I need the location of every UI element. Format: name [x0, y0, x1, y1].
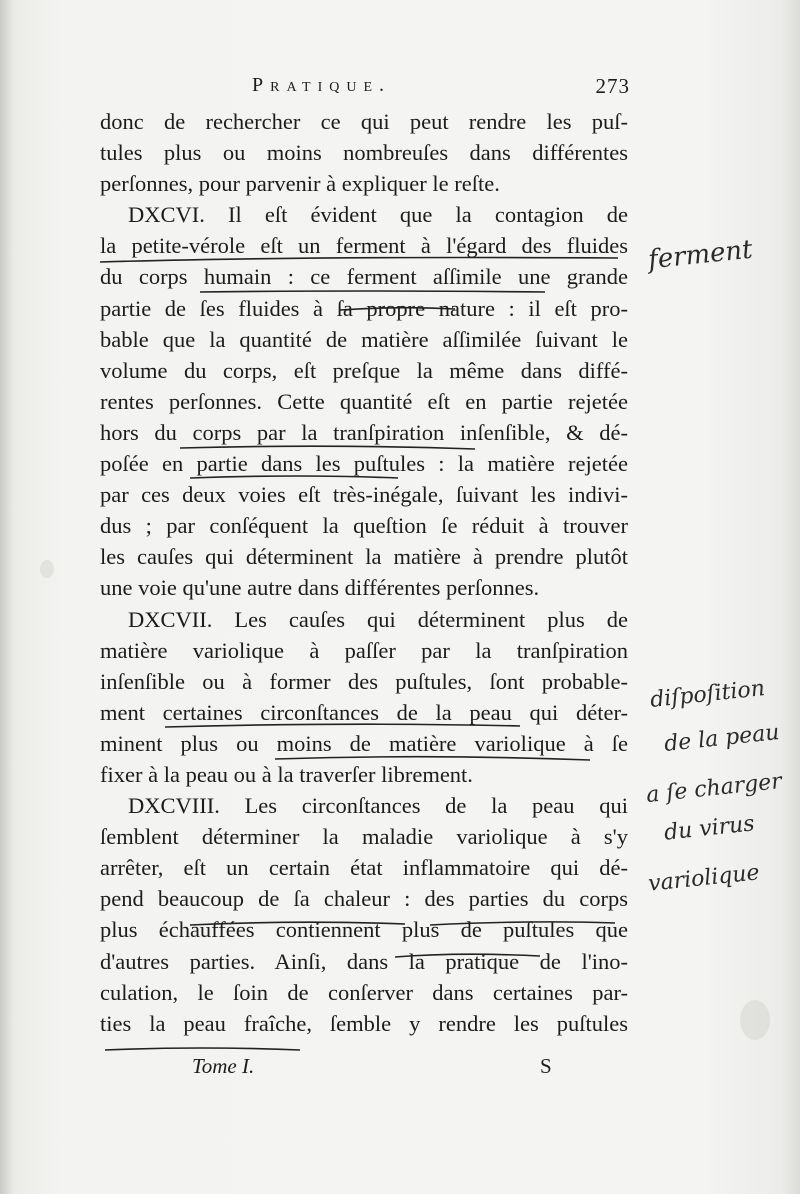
running-head: [240, 74, 630, 104]
margin-note: a ſe charger: [645, 768, 783, 809]
text-line: matière variolique à paſſer par la tranſpiration: [100, 637, 628, 663]
text-line: les cauſes qui déterminent la matière à prendre plutôt: [100, 544, 628, 570]
text-line-underlined: pend beaucoup de ſa chaleur : des parties du corps: [100, 886, 628, 912]
text-line: d'autres parties. Ainſi, dans la pratique de l'ino-: [100, 948, 628, 974]
margin-note: diſpoſition: [649, 676, 767, 713]
text-line-underlined: poſée en partie dans les puſtules : la matière rejetée: [100, 451, 628, 477]
text-line: par ces deux voies eſt très-inégale, ſuivant les indivi-: [100, 482, 628, 508]
text-line: perſonnes, pour parvenir à expliquer le reſte.: [100, 171, 500, 197]
margin-note: du virus: [662, 811, 756, 846]
handwritten-margin-notes: [630, 220, 800, 920]
body-text: [100, 106, 628, 1039]
margin-note: de la peau: [663, 720, 781, 757]
text-line: rentes perſonnes. Cette quantité eſt en partie rejetée: [100, 388, 628, 414]
text-line: partie de ſes fluides à ſa propre nature : il eſt pro-: [100, 295, 628, 321]
running-title: Pratique.: [252, 74, 392, 96]
text-line: arrêter, eſt un certain état inflammatoire qui dé-: [100, 855, 628, 881]
text-line: ſemblent déterminer la maladie variolique à s'y: [100, 824, 628, 850]
text-line: volume du corps, eſt preſque la même dans diffé-: [100, 357, 628, 383]
page-footer: [100, 1054, 628, 1084]
paper-stain: [40, 560, 54, 578]
text-line: culation, le ſoin de conſerver dans certaines par-: [100, 979, 628, 1005]
text-line: inſenſible ou à former des puſtules, ſont probable-: [100, 668, 628, 694]
text-line-underlined: hors du corps par la tranſpiration inſenſible, & dé-: [100, 419, 628, 445]
text-line: une voie qu'une autre dans différentes perſonnes.: [100, 575, 540, 601]
text-line-underlined: du corps humain : ce ferment aſſimile une grande: [100, 264, 628, 290]
text-line: bable que la quantité de matière aſſimilée ſuivant le: [100, 326, 628, 352]
text-line-underlined: ment certaines circonſtances de la peau qui déter-: [100, 699, 628, 725]
paragraph-start-dxcviii: DXCVIII. Les circonſtances de la peau qui: [128, 793, 628, 819]
text-line: tules plus ou moins nombreuſes dans différentes: [100, 140, 628, 166]
underline-mark: [105, 1048, 300, 1050]
text-line-underlined: minent plus ou moins de matière variolique à ſe: [100, 730, 628, 756]
margin-note: variolique: [646, 860, 761, 897]
volume-label: Tome I.: [192, 1054, 255, 1078]
text-line: dus ; par conſéquent la queſtion ſe réduit à trouver: [100, 513, 628, 539]
paragraph-start-dxcvi: DXCVI. Il eſt évident que la contagion de: [128, 202, 628, 228]
text-line-underlined: ties la peau fraîche, ſemble y rendre les puſtules: [100, 1010, 628, 1036]
margin-note: ferment: [646, 234, 754, 276]
paper-stain: [740, 1000, 770, 1040]
signature-mark: S: [540, 1054, 552, 1078]
text-line-underlined: plus échauffées contiennent plus de puſtules que: [100, 917, 628, 943]
paragraph-start-dxcvii: DXCVII. Les cauſes qui déterminent plus de: [128, 606, 628, 632]
text-line: donc de rechercher ce qui peut rendre les puſ-: [100, 109, 628, 134]
text-line: fixer à la peau ou à la traverſer librement.: [100, 761, 473, 787]
page-number: 273: [595, 74, 630, 98]
text-line-underlined: la petite-vérole eſt un ferment à l'égard des fluides: [100, 233, 628, 259]
